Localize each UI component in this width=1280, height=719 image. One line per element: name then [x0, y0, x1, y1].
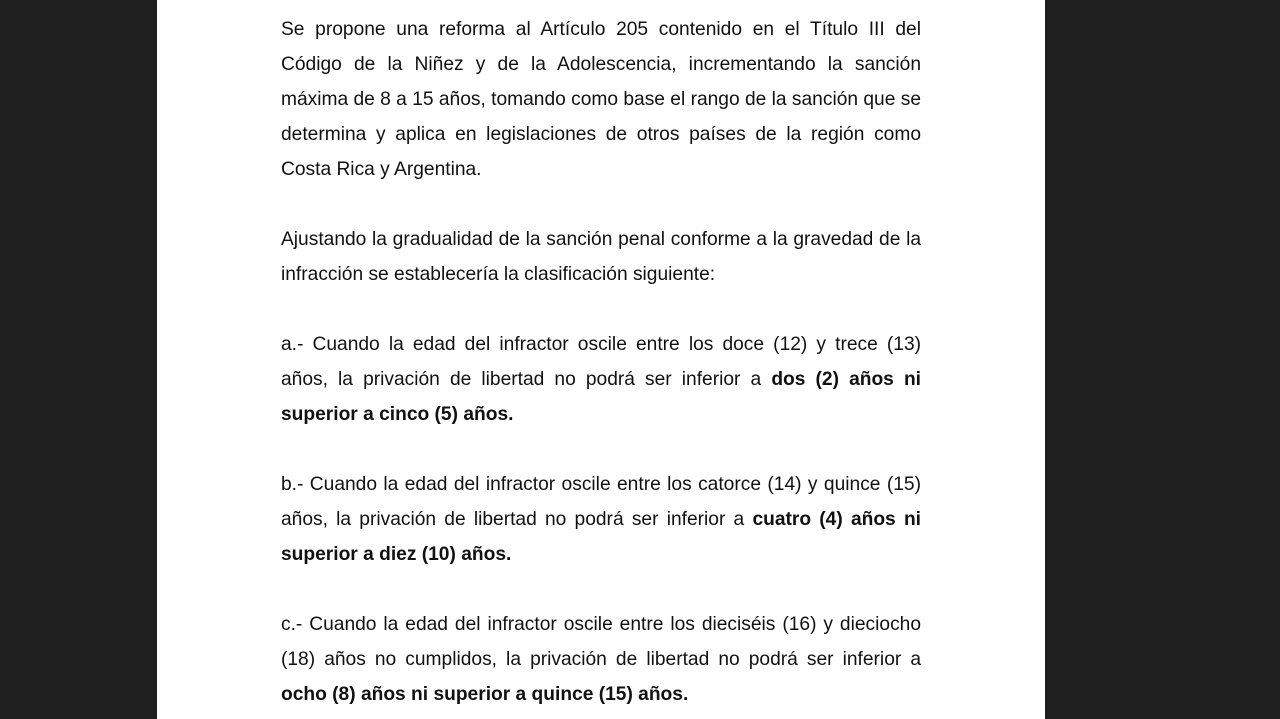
list-item-b: [281, 467, 921, 572]
paragraph-classification-intro: Ajustando la gradualidad de la sanción penal conforme a la gravedad de la infracción se establecería la clasificación siguiente:: [281, 229, 921, 285]
list-item-b-sanction: cuatro (4) años ni superior a diez (10) años.: [281, 509, 921, 565]
list-item-c-sanction: ocho (8) años ni superior a quince (15) años.: [281, 684, 689, 705]
list-item-c: [281, 607, 921, 712]
list-item-a-sanction: dos (2) años ni superior a cinco (5) años.: [281, 369, 922, 425]
list-item-b-text: b.- Cuando la edad del infractor oscile entre los catorce (14) y quince (15) años, la privación de libertad no podrá ser inferior a: [281, 474, 921, 530]
paragraph-reform-proposal: Se propone una reforma al Artículo 205 contenido en el Título III del Código de la Niñez y de la Adolescencia, incrementando la sanción máxima de 8 a 15 años, tomando como base el rango de la sanción que se determina y aplica en legislaciones de otros países de la región como Costa Rica y Argentina.: [281, 19, 921, 180]
document-body: [281, 12, 921, 712]
list-item-c-text: c.- Cuando la edad del infractor oscile entre los dieciséis (16) y dieciocho (18) años no cumplidos, la privación de libertad no podrá ser inferior a: [281, 614, 921, 670]
document-page[interactable]: [157, 0, 1045, 719]
list-item-a-text: a.- Cuando la edad del infractor oscile entre los doce (12) y trece (13) años, la privación de libertad no podrá ser inferior a: [281, 334, 921, 390]
list-item-a: [281, 327, 921, 432]
